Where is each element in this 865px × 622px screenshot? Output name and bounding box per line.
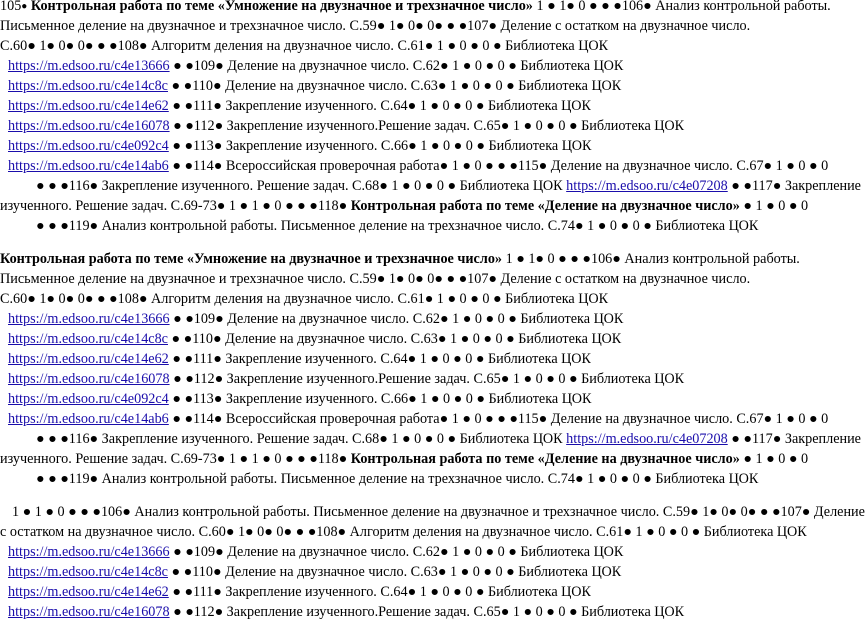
line bbox=[0, 176, 861, 196]
line-text: ● ● ●119● Анализ контрольной работы. Письменное деление на трехзначное число. С.74● 1 ● 0 ● 0 ● Библиотека ЦОК bbox=[36, 471, 759, 487]
lesson-title-bold: Контрольная работа по теме «Умножение на двузначное и трехзначное число» bbox=[30, 0, 533, 14]
lesson-number: 105 bbox=[0, 0, 22, 14]
line bbox=[0, 429, 861, 449]
resource-link[interactable]: https://m.edsoo.ru/c4e13666 bbox=[8, 58, 170, 74]
line-text: ● ● ●119● Анализ контрольной работы. Письменное деление на трехзначное число. С.74● 1 ● 0 ● 0 ● Библиотека ЦОК bbox=[36, 218, 759, 234]
line-text: изученного. Решение задач. С.69-73● 1 ● 1 ● 0 ● ● ●118● bbox=[0, 198, 351, 214]
resource-link[interactable]: https://m.edsoo.ru/c4e092c4 bbox=[8, 138, 169, 154]
line-text: Письменное деление на двузначное и трехзначное число. С.59● 1● 0● 0● ● ●107● Деление с остатком на двузначное число. bbox=[0, 271, 751, 287]
line bbox=[0, 309, 814, 329]
line bbox=[0, 562, 814, 582]
line bbox=[0, 0, 831, 16]
line-text: ● ●109● Деление на двузначное число. С.62● 1 ● 0 ● 0 ● Библиотека ЦОК bbox=[169, 544, 624, 560]
resource-link[interactable]: https://m.edsoo.ru/c4e14e62 bbox=[8, 351, 169, 367]
line-text: ● ●114● Всероссийская проверочная работа● 1 ● 0 ● ● ●115● Деление на двузначное число. С.67● 1 ● 0 ● 0 bbox=[168, 411, 829, 427]
line-text: с остатком на двузначное число. С.60● 1● 0● 0● ● ●108● Алгоритм деления на двузначное число. С.61● 1 ● 0 ● 0 ● Библиотека ЦОК bbox=[0, 524, 807, 540]
line-text: 1 ● 1 ● 0 ● ● ●106● Анализ контрольной работы. Письменное деление на двузначное и трехзначное число. С.59● 1● 0● 0● ● ●107● Деление bbox=[12, 504, 865, 520]
line-text: ● ●111● Закрепление изученного. С.64● 1 ● 0 ● 0 ● Библиотека ЦОК bbox=[168, 584, 591, 600]
line bbox=[0, 196, 814, 216]
line-text: ● ●109● Деление на двузначное число. С.62● 1 ● 0 ● 0 ● Библиотека ЦОК bbox=[169, 311, 624, 327]
line-text: ● ●117● Закрепление bbox=[727, 431, 861, 447]
line-text: 1 ● 1● 0 ● ● ●106● Анализ контрольной работы. bbox=[532, 0, 831, 14]
line bbox=[0, 249, 814, 269]
line bbox=[0, 116, 814, 136]
line bbox=[0, 289, 814, 309]
line-text: ● ●113● Закрепление изученного. С.66● 1 ● 0 ● 0 ● Библиотека ЦОК bbox=[168, 138, 592, 154]
lesson-title-bold: Контрольная работа по теме «Деление на двузначное число» bbox=[350, 198, 740, 214]
line-text: С.60● 1● 0● 0● ● ●108● Алгоритм деления на двузначное число. С.61● 1 ● 0 ● 0 ● Библиотека ЦОК bbox=[0, 291, 609, 307]
line-text: ● ●113● Закрепление изученного. С.66● 1 ● 0 ● 0 ● Библиотека ЦОК bbox=[168, 391, 592, 407]
resource-link[interactable]: https://m.edsoo.ru/c4e14ab6 bbox=[8, 411, 169, 427]
line-text: ● ● ●116● Закрепление изученного. Решение задач. С.68● 1 ● 0 ● 0 ● Библиотека ЦОК bbox=[36, 431, 567, 447]
bullet: ● bbox=[21, 1, 28, 12]
line bbox=[0, 269, 814, 289]
lesson-title-bold: Контрольная работа по теме «Деление на двузначное число» bbox=[350, 451, 740, 467]
line-text: ● ●117● Закрепление bbox=[727, 178, 861, 194]
line bbox=[0, 369, 814, 389]
line bbox=[0, 469, 814, 489]
line-text: Письменное деление на двузначное и трехзначное число. С.59● 1● 0● 0● ● ●107● Деление с остатком на двузначное число. bbox=[0, 18, 751, 34]
line bbox=[0, 602, 814, 622]
resource-link[interactable]: https://m.edsoo.ru/c4e13666 bbox=[8, 544, 170, 560]
line bbox=[0, 349, 814, 369]
resource-link[interactable]: https://m.edsoo.ru/c4e14c8c bbox=[8, 564, 168, 580]
line-text: ● ● ●116● Закрепление изученного. Решение задач. С.68● 1 ● 0 ● 0 ● Библиотека ЦОК bbox=[36, 178, 567, 194]
line bbox=[0, 136, 814, 156]
line bbox=[0, 542, 814, 562]
resource-link[interactable]: https://m.edsoo.ru/c4e14e62 bbox=[8, 584, 169, 600]
line-text: ● ●112● Закрепление изученного.Решение задач. С.65● 1 ● 0 ● 0 ● Библиотека ЦОК bbox=[169, 118, 685, 134]
resource-link[interactable]: https://m.edsoo.ru/c4e16078 bbox=[8, 604, 170, 620]
line bbox=[0, 502, 865, 522]
line bbox=[0, 409, 829, 429]
resource-link[interactable]: https://m.edsoo.ru/c4e14c8c bbox=[8, 331, 168, 347]
line bbox=[0, 329, 814, 349]
line bbox=[0, 216, 814, 236]
line bbox=[0, 96, 814, 116]
line bbox=[0, 76, 814, 96]
resource-link[interactable]: https://m.edsoo.ru/c4e13666 bbox=[8, 311, 170, 327]
line-text: изученного. Решение задач. С.69-73● 1 ● 1 ● 0 ● ● ●118● bbox=[0, 451, 351, 467]
line-text: С.60● 1● 0● 0● ● ●108● Алгоритм деления на двузначное число. С.61● 1 ● 0 ● 0 ● Библиотека ЦОК bbox=[0, 38, 609, 54]
line-text: ● ●110● Деление на двузначное число. С.63● 1 ● 0 ● 0 ● Библиотека ЦОК bbox=[167, 331, 622, 347]
resource-link[interactable]: https://m.edsoo.ru/c4e14c8c bbox=[8, 78, 168, 94]
line-text: ● ●110● Деление на двузначное число. С.63● 1 ● 0 ● 0 ● Библиотека ЦОК bbox=[167, 564, 622, 580]
line-text: ● ●109● Деление на двузначное число. С.62● 1 ● 0 ● 0 ● Библиотека ЦОК bbox=[169, 58, 624, 74]
line-text: ● ●112● Закрепление изученного.Решение задач. С.65● 1 ● 0 ● 0 ● Библиотека ЦОК bbox=[169, 604, 685, 620]
line bbox=[0, 16, 814, 36]
line-text: ● ●111● Закрепление изученного. С.64● 1 ● 0 ● 0 ● Библиотека ЦОК bbox=[168, 351, 591, 367]
line bbox=[0, 389, 814, 409]
line-text: ● ●114● Всероссийская проверочная работа● 1 ● 0 ● ● ●115● Деление на двузначное число. С.67● 1 ● 0 ● 0 bbox=[168, 158, 829, 174]
resource-link[interactable]: https://m.edsoo.ru/c4e092c4 bbox=[8, 391, 169, 407]
resource-link[interactable]: https://m.edsoo.ru/c4e14ab6 bbox=[8, 158, 169, 174]
line-text: ● 1 ● 0 ● 0 bbox=[739, 451, 809, 467]
resource-link[interactable]: https://m.edsoo.ru/c4e16078 bbox=[8, 118, 170, 134]
line-text: ● ●111● Закрепление изученного. С.64● 1 ● 0 ● 0 ● Библиотека ЦОК bbox=[168, 98, 591, 114]
line-text: 1 ● 1● 0 ● ● ●106● Анализ контрольной работы. bbox=[502, 251, 800, 267]
line bbox=[0, 449, 814, 469]
resource-link[interactable]: https://m.edsoo.ru/c4e07208 bbox=[566, 431, 728, 447]
resource-link[interactable]: https://m.edsoo.ru/c4e16078 bbox=[8, 371, 170, 387]
resource-link[interactable]: https://m.edsoo.ru/c4e07208 bbox=[566, 178, 728, 194]
line-text: ● ●112● Закрепление изученного.Решение задач. С.65● 1 ● 0 ● 0 ● Библиотека ЦОК bbox=[169, 371, 685, 387]
line bbox=[0, 56, 814, 76]
line bbox=[0, 522, 814, 542]
line-text: ● 1 ● 0 ● 0 bbox=[739, 198, 809, 214]
line-text: ● ●110● Деление на двузначное число. С.63● 1 ● 0 ● 0 ● Библиотека ЦОК bbox=[167, 78, 622, 94]
line bbox=[0, 582, 814, 602]
resource-link[interactable]: https://m.edsoo.ru/c4e14e62 bbox=[8, 98, 169, 114]
line bbox=[0, 36, 814, 56]
line bbox=[0, 156, 829, 176]
lesson-title-bold: Контрольная работа по теме «Умножение на двузначное и трехзначное число» bbox=[0, 251, 503, 267]
